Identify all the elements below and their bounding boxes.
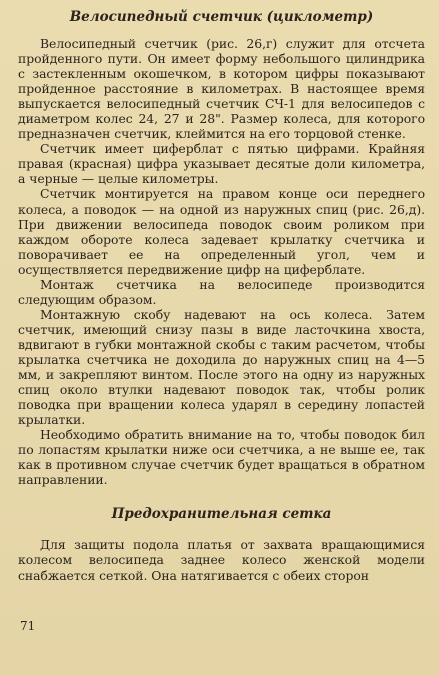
paragraph-dial: Счетчик имеет циферблат с пятью цифрами. Крайняя правая (красная) цифра указывает десятые доли километра, а черные — целые километры. <box>18 141 425 187</box>
page-number: 71 <box>20 619 36 633</box>
paragraph-intro: Велосипедный счетчик (рис. 26,г) служит для отсчета пройденного пути. Он имеет форму небольшого цилиндрика с застекленным окошечком, в котором цифры показывают пройденное расстояние в километрах. В настоящее время выпускается велосипедный счетчик СЧ-1 для велосипедов с диаметром колес 24, 27 и 28". Размер колеса, для которого предназначен счетчик, клеймится на его торцовой стенке. <box>18 36 425 142</box>
paragraph-warning: Необходимо обратить внимание на то, чтобы поводок бил по лопастям крылатки ниже оси счетчика, а не выше ее, так как в противном случае счетчик будет вращаться в обратном направлении. <box>18 427 425 488</box>
paragraph-mounting-intro: Монтаж счетчика на велосипеде производится следующим образом. <box>18 276 425 307</box>
section-heading-safety-net: Предохранительная сетка <box>111 506 332 523</box>
paragraph-mounting-location: Счетчик монтируется на правом конце оси переднего колеса, а поводок — на одной из наружных спиц (рис. 26,д). При движении велосипеда поводок своим роликом при каждом обороте колеса задевает крылатку счетчика и поворачивает ее на определенный угол, чем и осуществляется передвижение цифр на циферблате. <box>18 186 425 277</box>
section-heading-cyclometer: Велосипедный счетчик (циклометр) <box>69 9 374 25</box>
paragraph-mounting-steps: Монтажную скобу надевают на ось колеса. Затем счетчик, имеющий снизу пазы в виде ласточкина хвоста, вдвигают в губки монтажной скобы с таким расчетом, чтобы крылатка счетчика не доходила до наружных спиц на 4—5 мм, и закрепляют винтом. После этого на одну из наружных спиц около втулки надевают поводок так, чтобы ролик поводка при вращении колеса ударял в середину лопастей крылатки. <box>18 306 425 428</box>
paragraph-safety-net: Для защиты подола платья от захвата вращающимися колесом велосипеда заднее колесо женской модели снабжается сеткой. Она натягивается с обеих сторон <box>18 537 425 583</box>
